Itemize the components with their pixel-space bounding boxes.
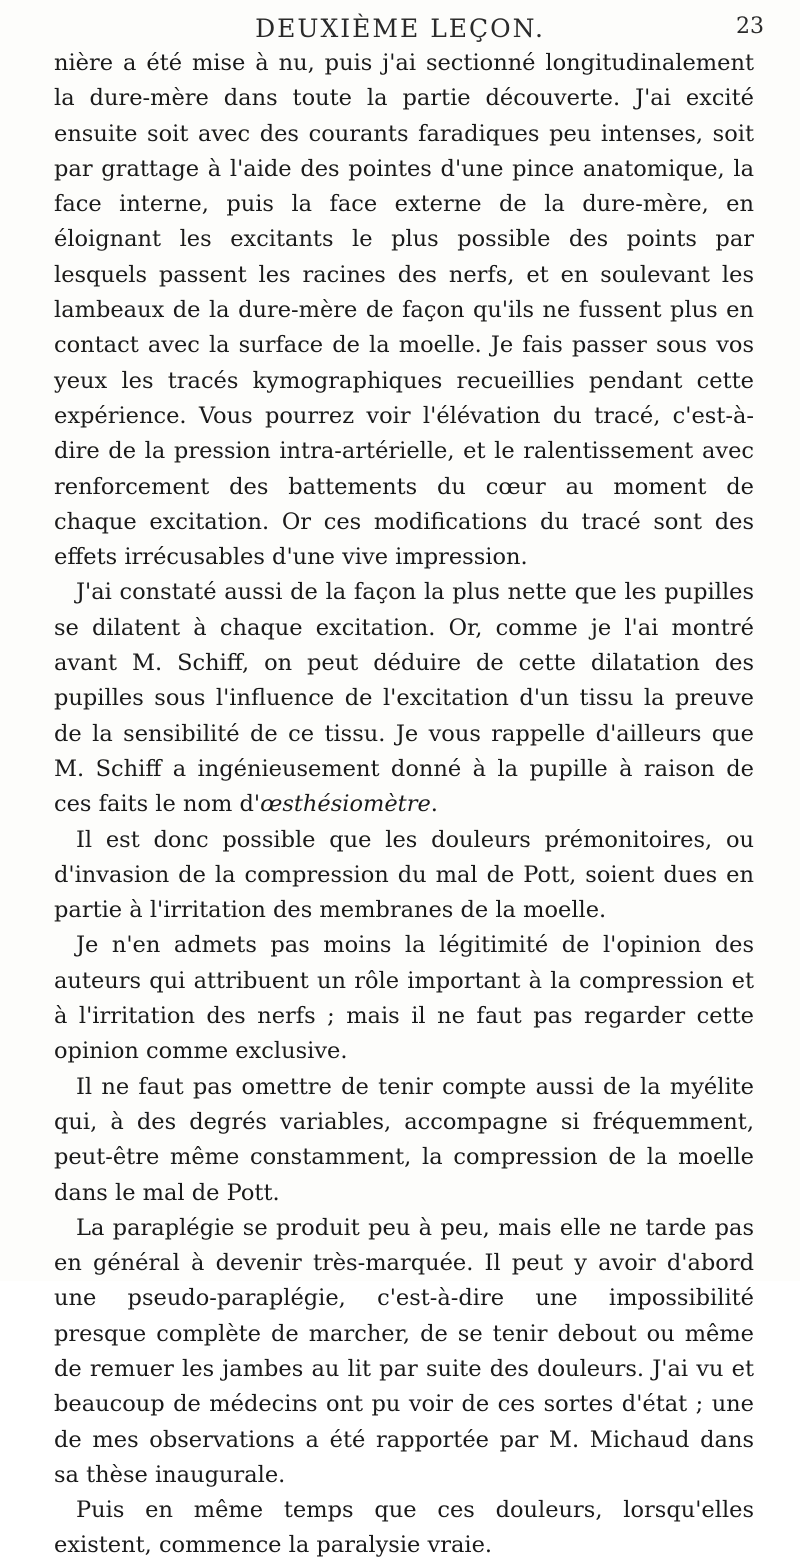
paragraph-3: [54, 823, 754, 929]
running-title: DEUXIÈME LEÇON.: [255, 14, 545, 43]
paragraph-text: Puis en même temps que ces douleurs, lorsqu'elles existent, commence la paralysie vraie.: [54, 1497, 754, 1559]
paragraph-7: [54, 1493, 754, 1564]
paragraph-text-end: .: [430, 791, 438, 818]
paragraph-text: Je n'en admets pas moins la légitimité de l'opinion des auteurs qui attribuent un rôle important à la compression et à l'irritation des nerfs ; mais il ne faut pas regarder cette opinion comme exclusive.: [54, 932, 754, 1065]
paragraph-text: J'ai constaté aussi de la façon la plus nette que les pupilles se dilatent à chaque excitation. Or, comme je l'ai montré avant M. Schiff, on peut déduire de cette dilatation des pupilles sous l'influence de l'excitation d'un tissu la preuve de la sensibilité de ce tissu. Je vous rappelle d'ailleurs que M. Schiff a ingénieusement donné à la pupille à raison de ces faits le nom d': [54, 579, 754, 818]
body-text: [54, 46, 754, 1564]
italic-term: œsthésiomètre: [260, 791, 431, 818]
paragraph-2: [54, 575, 754, 822]
paragraph-text: Il ne faut pas omettre de tenir compte aussi de la myélite qui, à des degrés variables, accompagne si fréquemment, peut-être même constamment, la compression de la moelle dans le mal de Pott.: [54, 1073, 754, 1206]
running-head: [0, 10, 800, 50]
paragraph-text: nière a été mise à nu, puis j'ai sectionné longitudinalement la dure-mère dans toute la partie découverte. J'ai excité ensuite soit avec des courants faradiques peu intenses, soit par grattage à l'aide des pointes d'une pince anatomique, la face interne, puis la face externe de la dure-mère, en éloignant les excitants le plus possible des points par lesquels passent les racines des nerfs, et en soulevant les lambeaux de la dure-mère de façon qu'ils ne fussent plus en contact avec la surface de la moelle. Je fais passer sous vos yeux les tracés kymographiques recueillies pendant cette expérience. Vous pourrez voir l'élévation du tracé, c'est-à-dire de la pression intra-artérielle, et le ralentissement avec renforcement des battements du cœur au moment de chaque excitation. Or ces modifications du tracé sont des effets irrécusables d'une vive impression.: [54, 50, 754, 571]
paragraph-5: [54, 1070, 754, 1211]
page-number: 23: [736, 14, 764, 39]
paragraph-6: [54, 1211, 754, 1493]
paragraph-1: [54, 46, 754, 575]
paragraph-text: La paraplégie se produit peu à peu, mais elle ne tarde pas en général à devenir très-marquée. Il peut y avoir d'abord une pseudo-paraplégie, c'est-à-dire une impossibilité presque complète de marcher, de se tenir debout ou même de remuer les jambes au lit par suite des douleurs. J'ai vu et beaucoup de médecins ont pu voir de ces sortes d'état ; une de mes observations a été rapportée par M. Michaud dans sa thèse inaugurale.: [54, 1214, 754, 1488]
paragraph-text: Il est donc possible que les douleurs prémonitoires, ou d'invasion de la compression du mal de Pott, soient dues en partie à l'irritation des membranes de la moelle.: [54, 826, 754, 924]
paragraph-4: [54, 928, 754, 1069]
